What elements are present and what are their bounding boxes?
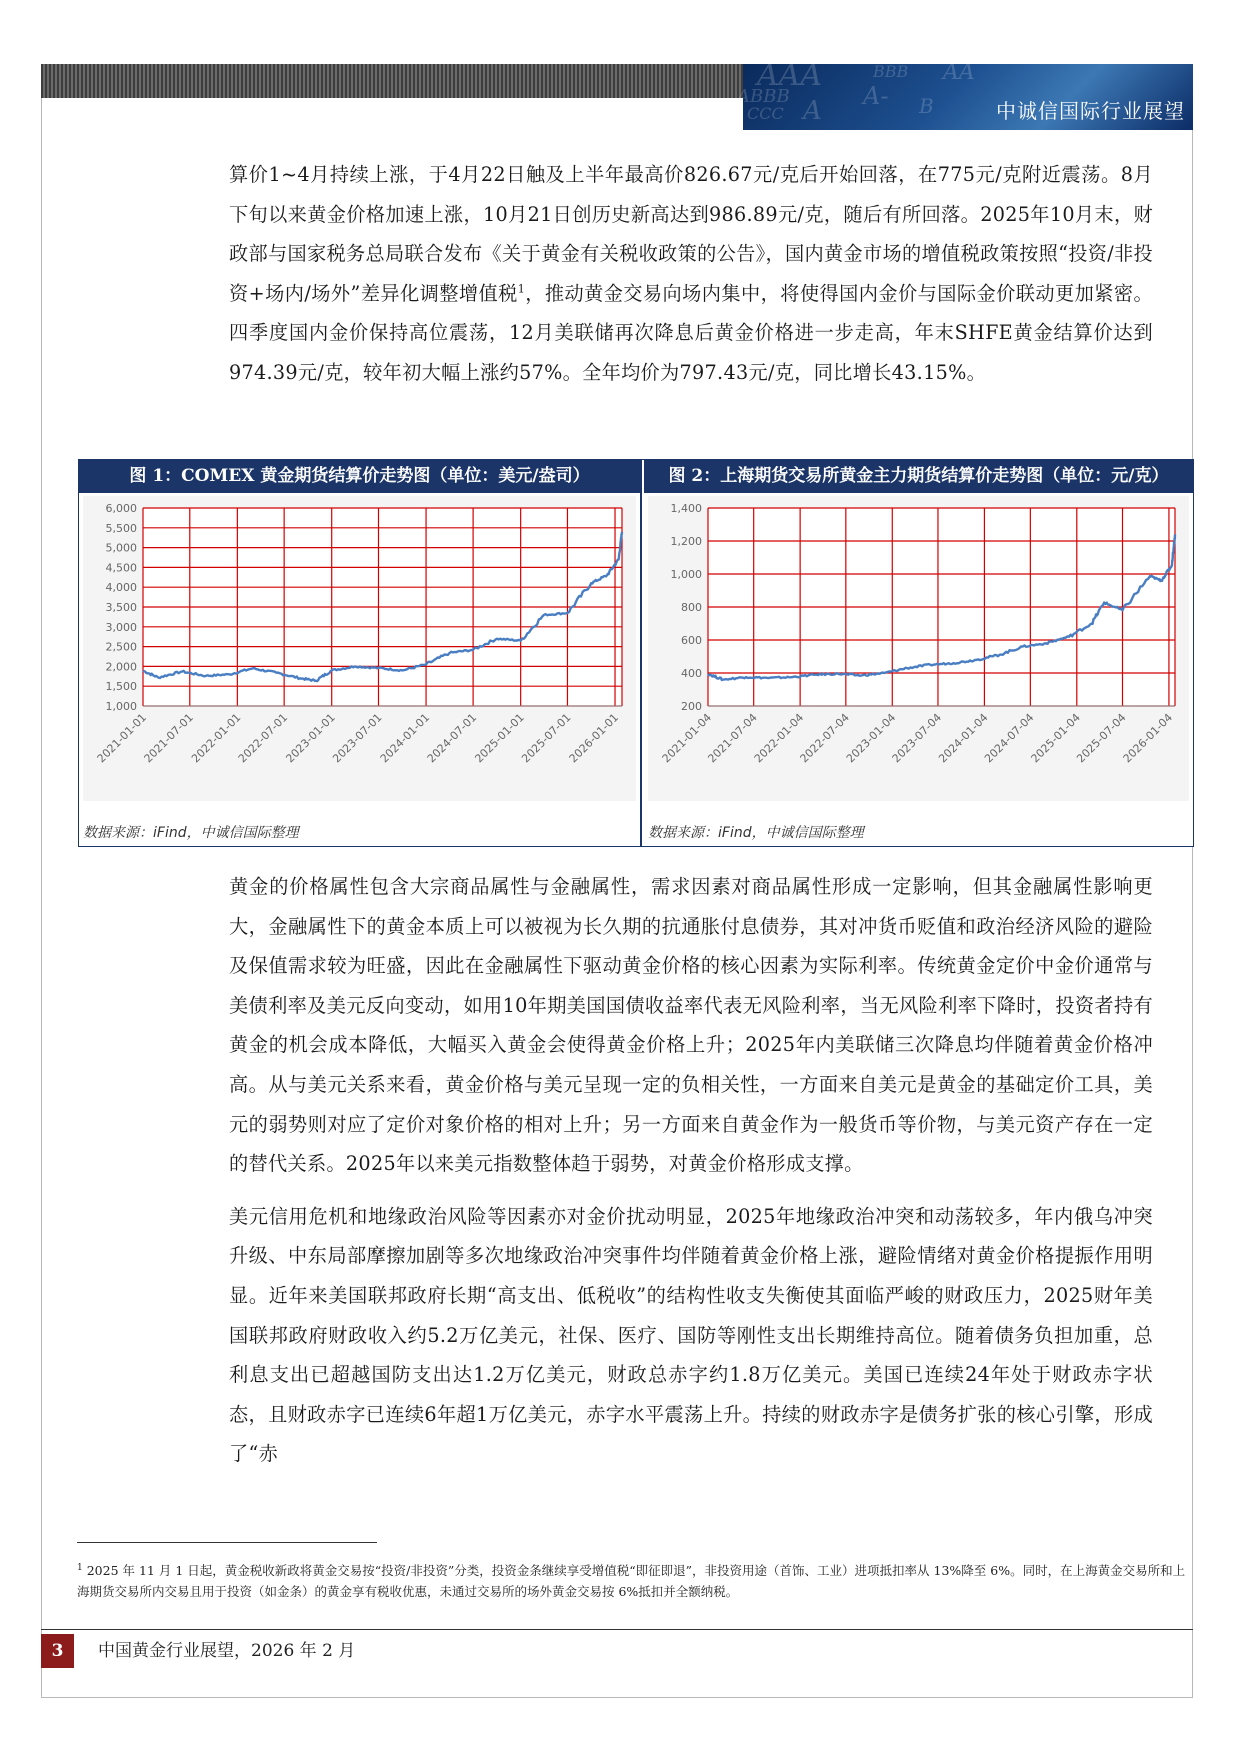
x-tick-label: 2025-01-04: [1028, 710, 1083, 766]
x-tick-label: 2024-01-01: [377, 710, 433, 766]
paragraph-1-text-b: ，推动黄金交易向场内集中，将使得国内金价与国际金价联动更加紧密。四季度国内金价保持高位震荡，12月美联储再次降息后黄金价格进一步走高，年末SHFE黄金结算价达到974.39元/克，较年初大幅上涨约57%。全年均价为797.43元/克，同比增长43.15%。: [229, 281, 1153, 384]
figure-2-source: 数据来源：iFind，中诚信国际整理: [648, 825, 864, 841]
page-number: 3: [41, 1634, 74, 1668]
header-banner: [737, 58, 1193, 130]
x-tick-label: 2025-07-04: [1074, 710, 1129, 766]
figure-1-plot: [83, 496, 636, 801]
x-tick-label: 2021-07-04: [705, 710, 760, 766]
y-tick-label: 3,500: [105, 601, 137, 614]
y-tick-label: 1,200: [670, 535, 702, 548]
header-deco-text: A-: [863, 82, 889, 110]
x-tick-label: 2023-01-01: [283, 710, 338, 766]
footnote-mark: 1: [77, 1563, 83, 1573]
x-tick-label: 2026-01-01: [566, 710, 622, 766]
header-deco-text: A: [803, 96, 822, 126]
footnote-rule: [77, 1542, 377, 1543]
x-tick-label: 2023-07-04: [889, 710, 945, 766]
header-deco-text: AA: [943, 60, 975, 85]
figure-2-chart: [648, 496, 1189, 801]
x-tick-label: 2024-07-04: [982, 710, 1037, 766]
figure-2: [644, 460, 1193, 846]
x-tick-label: 2021-01-01: [94, 710, 150, 766]
y-tick-label: 1,000: [670, 568, 702, 581]
header-deco-text: BBB: [873, 62, 909, 81]
header-deco-text: ABBB: [737, 86, 790, 107]
x-tick-label: 2021-07-01: [141, 710, 196, 766]
y-tick-label: 1,500: [105, 680, 137, 694]
paragraph-1-text-a: 算价1~4月持续上涨，于4月22日触及上半年最高价826.67元/克后开始回落，在775元/克附近震荡。8月下旬以来黄金价格加速上涨，10月21日创历史新高达到986.89元/克，随后有所回落。2025年10月末，财政部与国家税务总局联合发布《关于黄金有关税收政策的公告》，国内黄金市场的增值税政策按照“投资/非投资+场内/场外”差异化调整增值税: [229, 163, 1153, 305]
x-tick-label: 2021-01-04: [659, 710, 715, 766]
paragraph-3: 美元信用危机和地缘政治风险等因素亦对金价扰动明显，2025年地缘政治冲突和动荡较多，年内俄乌冲突升级、中东局部摩擦加剧等多次地缘政治冲突事件均伴随着黄金价格上涨，避险情绪对黄金价格提振作用明显。近年来美国联邦政府长期“高支出、低税收”的结构性收支失衡使其面临严峻的财政压力，2025财年美国联邦政府财政收入约5.2万亿美元，社保、医疗、国防等刚性支出长期维持高位。随着债务负担加重，总利息支出已超越国防支出达1.2万亿美元，财政总赤字约1.8万亿美元。美国已连续24年处于财政赤字状态，且财政赤字已连续6年超1万亿美元，赤字水平震荡上升。持续的财政赤字是债务扩张的核心引擎，形成了“赤: [229, 1204, 1153, 1466]
x-tick-label: 2022-07-04: [797, 710, 852, 766]
x-tick-label: 2022-01-01: [189, 710, 244, 766]
y-tick-label: 3,000: [105, 620, 137, 634]
header-title: 中诚信国际行业展望: [996, 99, 1185, 123]
footnote: [77, 1558, 1187, 1602]
body-text: [229, 867, 1153, 1474]
header-deco-text: AAA: [757, 58, 822, 93]
y-tick-label: 5,000: [105, 541, 137, 555]
figure-1-chart: [83, 496, 636, 801]
y-tick-label: 2,000: [105, 660, 137, 674]
x-tick-label: 2025-07-01: [519, 710, 574, 766]
header-deco-text: B: [919, 94, 934, 118]
paragraph-1: [229, 155, 1153, 393]
x-tick-label: 2023-07-01: [330, 710, 385, 766]
figures-row: [78, 459, 1194, 847]
y-tick-label: 1,400: [670, 502, 702, 515]
y-tick-label: 4,000: [105, 581, 137, 595]
y-tick-label: 400: [681, 667, 702, 680]
figure-1-title: 图 1：COMEX 黄金期货结算价走势图（单位：美元/盎司）: [79, 460, 640, 493]
x-tick-label: 2024-01-04: [936, 710, 991, 766]
figure-1: [79, 460, 642, 846]
y-tick-label: 6,000: [105, 502, 137, 515]
footer-text: 中国黄金行业展望，2026 年 2 月: [98, 1641, 356, 1661]
header-stripe: [41, 64, 743, 98]
y-tick-label: 2,500: [105, 640, 137, 654]
x-tick-label: 2026-01-04: [1120, 710, 1176, 766]
y-tick-label: 200: [681, 700, 702, 713]
y-tick-label: 1,000: [105, 700, 137, 713]
footer-rule: [41, 1629, 1193, 1630]
x-tick-label: 2023-01-04: [843, 710, 899, 766]
y-tick-label: 5,500: [105, 521, 137, 535]
footnote-text: 2025 年 11 月 1 日起，黄金税收新政将黄金交易按“投资/非投资”分类，投资金条继续享受增值税“即征即退”，非投资用途（首饰、工业）进项抵扣率从 13%降至 6%。同时，在上海黄金交易所和上海期货交易所内交易且用于投资（如金条）的黄金享有税收优惠，未通过交易所的场外黄金交易按 6%抵扣并全额纳税。: [77, 1563, 1186, 1600]
figure-2-title: 图 2：上海期货交易所黄金主力期货结算价走势图（单位：元/克）: [644, 460, 1193, 493]
x-tick-label: 2025-01-01: [472, 710, 527, 766]
figure-2-plot: [648, 496, 1189, 801]
x-tick-label: 2022-07-01: [235, 710, 291, 766]
paragraph-2: 黄金的价格属性包含大宗商品属性与金融属性，需求因素对商品属性形成一定影响，但其金融属性影响更大，金融属性下的黄金本质上可以被视为长久期的抗通胀付息债券，其对冲货币贬值和政治经济风险的避险及保值需求较为旺盛，因此在金融属性下驱动黄金价格的核心因素为实际利率。传统黄金定价中金价通常与美债利率及美元反向变动，如用10年期美国国债收益率代表无风险利率，当无风险利率下降时，投资者持有黄金的机会成本降低，大幅买入黄金会使得黄金价格上升；2025年内美联储三次降息均伴随着黄金价格冲高。从与美元关系来看，黄金价格与美元呈现一定的负相关性，一方面来自美元是黄金的基础定价工具，美元的弱势则对应了定价对象价格的相对上升；另一方面来自黄金作为一般货币等价物，与美元资产存在一定的替代关系。2025年以来美元指数整体趋于弱势，对黄金价格形成支撑。: [229, 875, 1153, 1176]
footnote-ref: 1: [517, 282, 526, 296]
x-tick-label: 2024-07-01: [424, 710, 480, 766]
y-tick-label: 4,500: [105, 561, 137, 575]
header-deco-text: CCC: [747, 104, 784, 123]
y-tick-label: 800: [681, 601, 702, 614]
x-tick-label: 2022-01-04: [751, 710, 807, 766]
y-tick-label: 600: [681, 634, 702, 647]
figure-1-source: 数据来源：iFind，中诚信国际整理: [83, 825, 299, 841]
